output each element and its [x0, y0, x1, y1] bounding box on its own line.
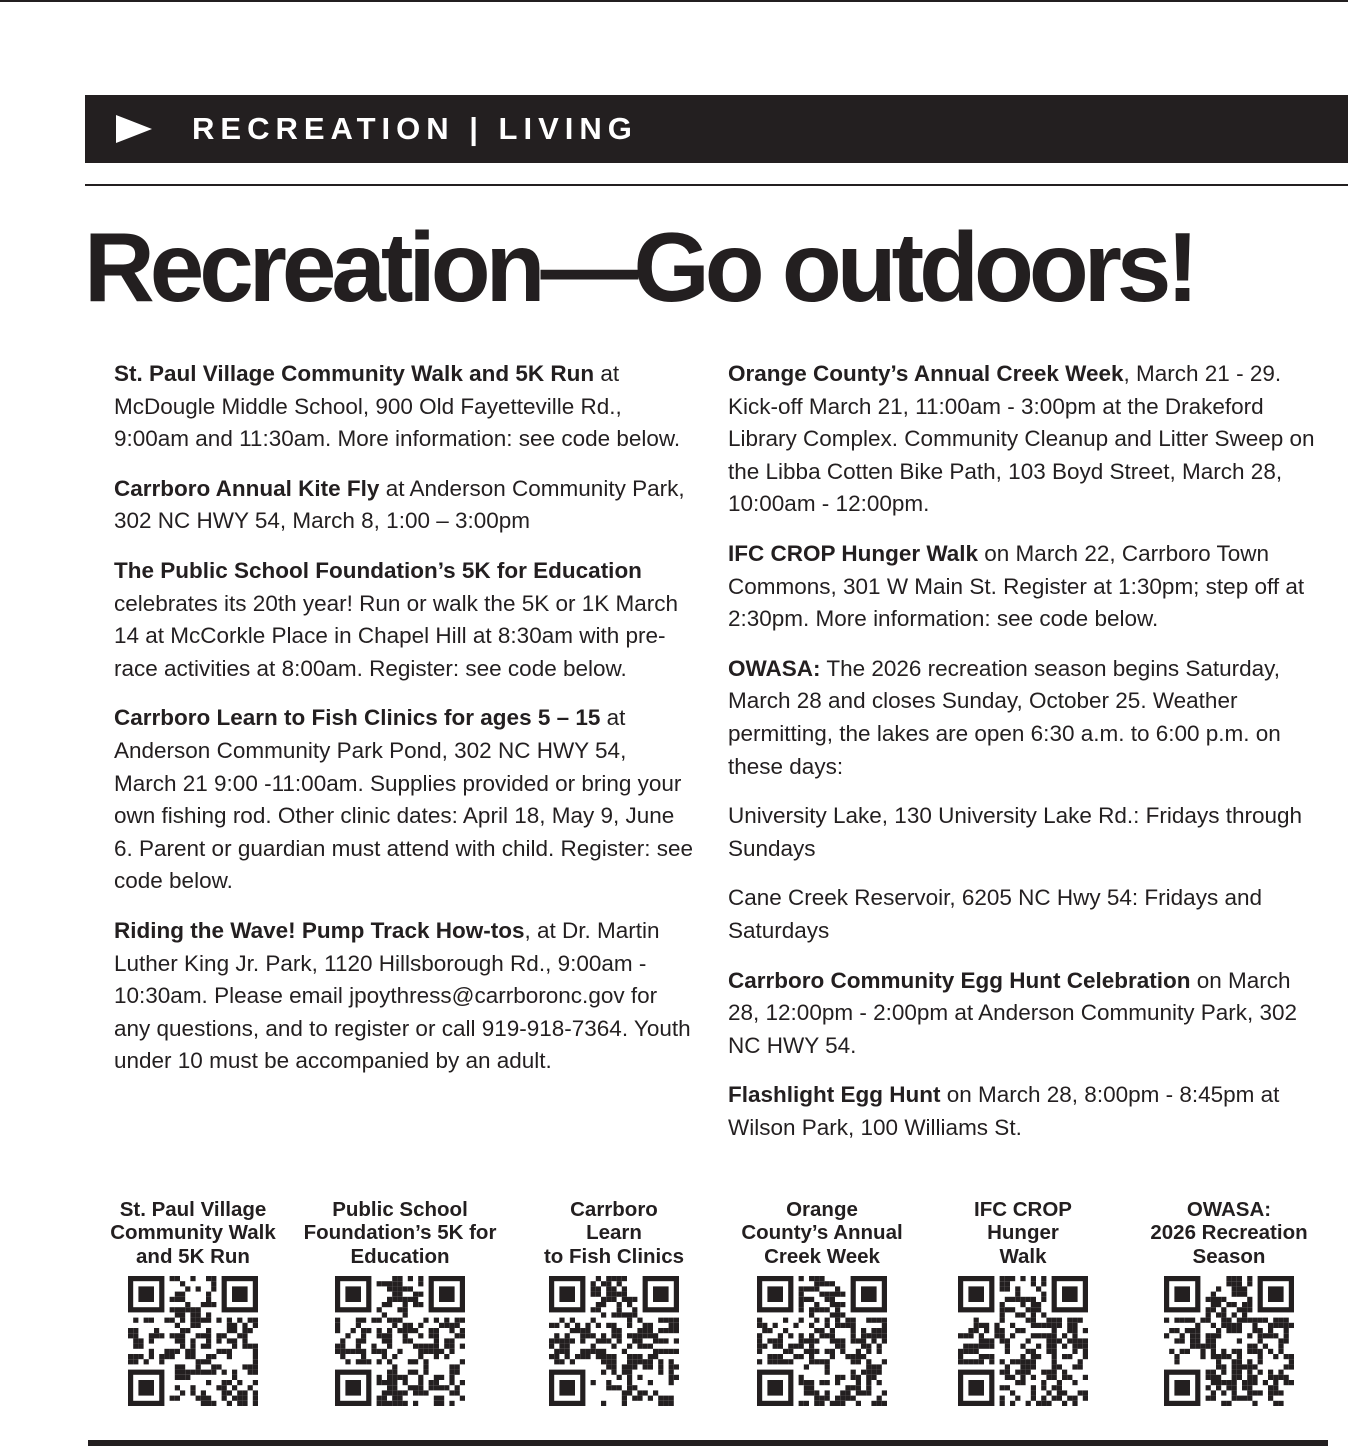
event-item — [728, 1079, 1318, 1144]
qr-code-row — [88, 1188, 1338, 1418]
event-title: The Public School Foundation’s 5K for Education — [114, 557, 642, 583]
event-title: Carrboro Learn to Fish Clinics for ages 5 – 15 — [114, 705, 601, 731]
qr-code-icon[interactable] — [128, 1276, 258, 1406]
event-title: Carrboro Annual Kite Fly — [114, 475, 380, 501]
play-arrow-icon — [116, 115, 152, 143]
event-title: Carrboro Community Egg Hunt Celebration — [728, 967, 1191, 993]
section-header-bar — [85, 95, 1348, 163]
event-details: Cane Creek Reservoir, 6205 NC Hwy 54: Fridays and Saturdays — [728, 885, 1262, 943]
qr-code-icon[interactable] — [549, 1276, 679, 1406]
event-title: Orange County’s Annual Creek Week — [728, 361, 1124, 386]
qr-code-caption: Public School Foundation’s 5K for Education — [303, 1197, 497, 1268]
divider — [85, 184, 1348, 186]
right-column — [728, 358, 1318, 1161]
event-details: at Anderson Community Park, 302 NC HWY 54, March 8, 1:00 – 3:00pm — [114, 475, 685, 534]
event-details: on March 22, Carrboro Town Commons, 301 W Main St. Register at 1:30pm; step off at 2:30pm. More information: see code below. — [728, 540, 1305, 632]
event-title: St. Paul Village Community Walk and 5K Run — [114, 361, 595, 386]
qr-code-item[interactable] — [295, 1188, 505, 1406]
event-item — [728, 538, 1318, 636]
section-label: RECREATION | LIVING — [192, 111, 638, 146]
qr-code-item[interactable] — [509, 1188, 719, 1406]
qr-code-caption: Orange County’s Annual Creek Week — [741, 1197, 903, 1268]
qr-code-caption: OWASA: 2026 Recreation Season — [1150, 1197, 1308, 1268]
event-item — [728, 653, 1318, 783]
page-title: Recreation—Go outdoors! — [84, 212, 1195, 322]
event-title: Flashlight Egg Hunt — [728, 1082, 941, 1108]
qr-code-icon[interactable] — [958, 1276, 1088, 1406]
bottom-rule — [88, 1440, 1328, 1446]
event-title: OWASA: — [728, 655, 821, 681]
event-item — [728, 800, 1318, 865]
event-details: , at Dr. Martin Luther King Jr. Park, 1120 Hillsborough Rd., 9:00am - 10:30am. Please email jpoythress@carrboronc.gov for any questions, and to register or call 919-918-7364. Youth under 10 must be accompanied by an adult. — [114, 917, 691, 1074]
event-title: Riding the Wave! Pump Track How-tos — [114, 917, 525, 943]
qr-code-item[interactable] — [88, 1188, 298, 1406]
qr-code-item[interactable] — [1124, 1188, 1334, 1406]
event-details: at Anderson Community Park Pond, 302 NC HWY 54, March 21 9:00 -11:00am. Supplies provided or bring your own fishing rod. Other clinic dates: April 18, May 9, June 6. Parent or guardian must attend with child. Register: see code below. — [114, 705, 694, 894]
event-details: at McDougle Middle School, 900 Old Fayetteville Rd., 9:00am and 11:30am. More information: see code below. — [114, 361, 681, 452]
event-item — [114, 473, 694, 538]
qr-code-caption: Carrboro Learn to Fish Clinics — [543, 1197, 685, 1268]
event-item — [114, 702, 694, 898]
event-details: University Lake, 130 University Lake Rd.: Fridays through Sundays — [728, 803, 1303, 861]
event-item — [114, 358, 694, 456]
event-title: IFC CROP Hunger Walk — [728, 540, 979, 566]
event-details: on March 28, 12:00pm - 2:00pm at Anderson Community Park, 302 NC HWY 54. — [728, 967, 1298, 1058]
qr-code-item[interactable] — [918, 1188, 1128, 1406]
event-item — [728, 358, 1318, 521]
event-details: The 2026 recreation season begins Saturday, March 28 and closes Sunday, October 25. Weather permitting, the lakes are open 6:30 a.m. to 6:00 p.m. on these days: — [728, 655, 1281, 779]
event-item — [728, 882, 1318, 947]
qr-code-item[interactable] — [717, 1188, 927, 1406]
event-item — [728, 965, 1318, 1063]
qr-code-icon[interactable] — [757, 1276, 887, 1406]
event-details: celebrates its 20th year! Run or walk the 5K or 1K March 14 at McCorkle Place in Chapel Hill at 8:30am with pre-race activities at 8:00am. Register: see code below. — [114, 590, 679, 681]
qr-code-caption: St. Paul Village Community Walk and 5K Run — [110, 1197, 276, 1268]
left-column — [114, 358, 694, 1095]
event-item — [114, 915, 694, 1078]
qr-code-caption: IFC CROP Hunger Walk — [974, 1197, 1072, 1268]
event-details: on March 28, 8:00pm - 8:45pm at Wilson Park, 100 Williams St. — [728, 1082, 1280, 1140]
qr-code-icon[interactable] — [1164, 1276, 1294, 1406]
top-rule — [0, 0, 1348, 2]
event-item — [114, 555, 694, 685]
event-details: , March 21 - 29. Kick-off March 21, 11:00am - 3:00pm at the Drakeford Library Complex. Community Cleanup and Litter Sweep on the Libba Cotten Bike Path, 103 Boyd Street, March 28, 10:00am - 12:00pm. — [728, 361, 1315, 517]
qr-code-icon[interactable] — [335, 1276, 465, 1406]
